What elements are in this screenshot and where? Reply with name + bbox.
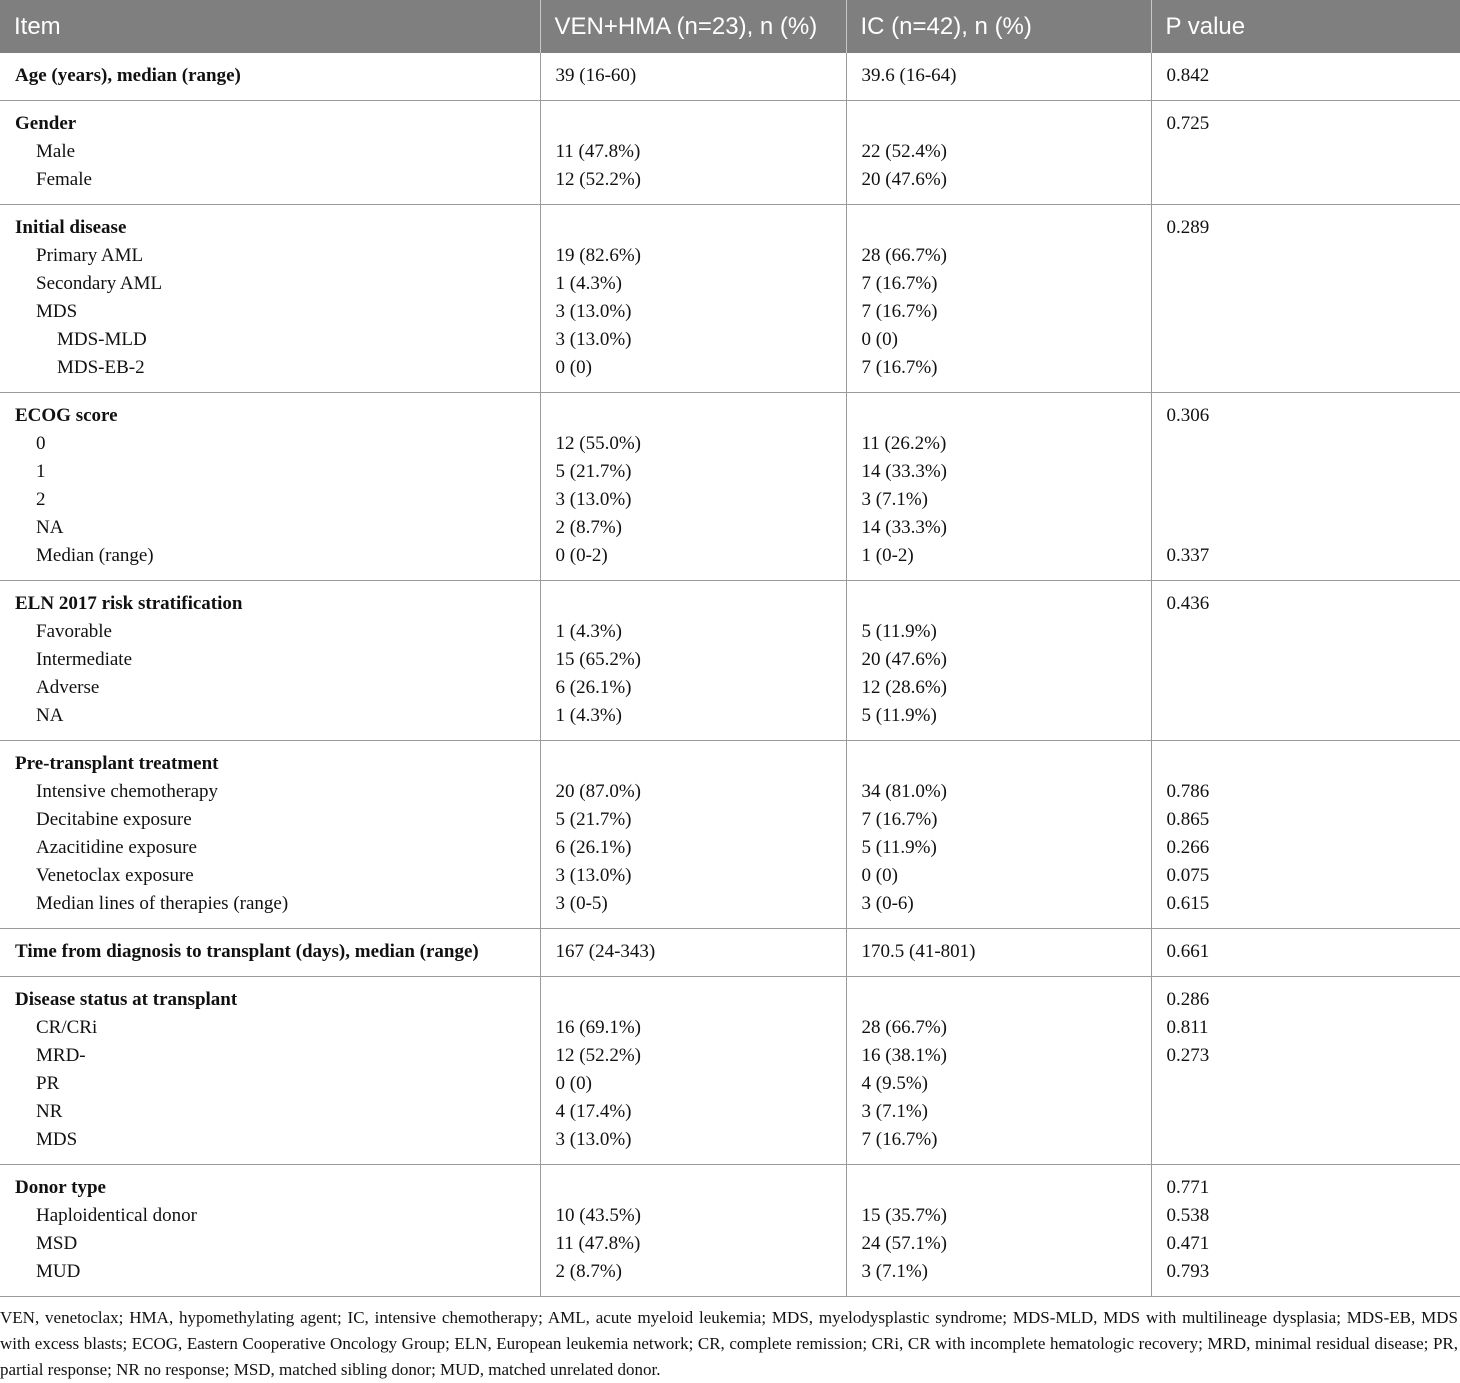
ic-value — [862, 110, 1151, 138]
ven-hma-value: 11 (47.8%) — [555, 141, 641, 162]
row-label: 1 — [36, 461, 46, 482]
table-cell — [0, 101, 540, 205]
ven-hma-value: 16 (69.1%) — [555, 1017, 641, 1038]
table-cell — [846, 741, 1151, 929]
group-title: Disease status at transplant — [15, 989, 238, 1010]
ven-hma-value: 0 (0) — [555, 1073, 592, 1094]
table-row-group — [0, 393, 1460, 581]
ic-value: 0 (0) — [861, 329, 898, 350]
p-value: 0.865 — [1166, 809, 1210, 830]
ic-value: 22 (52.4%) — [861, 141, 947, 162]
ven-hma-value — [556, 750, 846, 778]
group-title: Gender — [15, 113, 77, 134]
ven-hma-value: 12 (55.0%) — [555, 433, 641, 454]
p-value: 0.615 — [1166, 893, 1210, 914]
table-cell — [0, 53, 540, 101]
ic-value: 5 (11.9%) — [861, 837, 937, 858]
table-cell — [0, 205, 540, 393]
table-cell — [540, 205, 846, 393]
group-title: Age (years), median (range) — [15, 65, 241, 86]
row-label: Intensive chemotherapy — [36, 781, 219, 802]
row-label: Adverse — [36, 677, 100, 698]
row-label: Intermediate — [36, 649, 133, 670]
ic-value: 3 (7.1%) — [861, 1101, 928, 1122]
row-label: CR/CRi — [36, 1017, 98, 1038]
ic-value: 34 (81.0%) — [861, 781, 947, 802]
row-label: Male — [36, 141, 76, 162]
ic-value: 170.5 (41-801) — [861, 941, 976, 962]
table-cell — [0, 741, 540, 929]
ven-hma-value — [556, 986, 846, 1014]
ic-value: 5 (11.9%) — [861, 705, 937, 726]
row-label: Decitabine exposure — [36, 809, 192, 830]
ic-value: 28 (66.7%) — [861, 245, 947, 266]
ven-hma-value: 167 (24-343) — [555, 941, 656, 962]
ven-hma-value: 10 (43.5%) — [555, 1205, 641, 1226]
ic-value: 7 (16.7%) — [861, 357, 938, 378]
row-label: Secondary AML — [36, 273, 163, 294]
ven-hma-value: 5 (21.7%) — [555, 461, 632, 482]
group-title: ELN 2017 risk stratification — [15, 593, 243, 614]
table-cell — [846, 977, 1151, 1165]
p-value: 0.436 — [1166, 593, 1210, 614]
ic-value: 3 (7.1%) — [861, 489, 928, 510]
table-cell — [540, 741, 846, 929]
row-label: NA — [36, 517, 64, 538]
row-label: MSD — [36, 1233, 78, 1254]
table-cell — [0, 393, 540, 581]
row-label: Haploidentical donor — [36, 1205, 197, 1226]
ven-hma-value: 12 (52.2%) — [555, 169, 641, 190]
table-cell — [1151, 1165, 1460, 1297]
ven-hma-value: 11 (47.8%) — [555, 1233, 641, 1254]
p-value: 0.266 — [1166, 837, 1210, 858]
table-cell — [846, 53, 1151, 101]
table-cell — [540, 1165, 846, 1297]
table-row-group — [0, 581, 1460, 741]
p-value: 0.075 — [1166, 865, 1210, 886]
p-value: 0.842 — [1166, 65, 1210, 86]
ic-value: 20 (47.6%) — [861, 649, 947, 670]
ven-hma-value: 4 (17.4%) — [555, 1101, 632, 1122]
table-row-group — [0, 741, 1460, 929]
p-value: 0.661 — [1166, 941, 1210, 962]
table-cell — [1151, 393, 1460, 581]
p-value: 0.725 — [1166, 113, 1210, 134]
ven-hma-value: 0 (0) — [555, 357, 592, 378]
table-cell — [1151, 205, 1460, 393]
table-cell — [846, 101, 1151, 205]
row-label: MDS — [36, 301, 78, 322]
ic-value: 0 (0) — [861, 865, 898, 886]
table-cell — [0, 1165, 540, 1297]
header-item: Item — [0, 0, 540, 53]
ven-hma-value: 19 (82.6%) — [555, 245, 641, 266]
ven-hma-value: 3 (13.0%) — [555, 301, 632, 322]
row-label: Primary AML — [36, 245, 144, 266]
table-cell — [540, 53, 846, 101]
table-row-group — [0, 101, 1460, 205]
p-value: 0.471 — [1166, 1233, 1210, 1254]
table-cell — [1151, 101, 1460, 205]
ven-hma-value: 3 (0-5) — [555, 893, 608, 914]
group-title: Initial disease — [15, 217, 127, 238]
ven-hma-value: 6 (26.1%) — [555, 837, 632, 858]
ic-value: 20 (47.6%) — [861, 169, 947, 190]
table-row-group — [0, 977, 1460, 1165]
ven-hma-value — [556, 214, 846, 242]
ic-value: 3 (7.1%) — [861, 1261, 928, 1282]
row-label: 0 — [36, 433, 46, 454]
header-row — [0, 0, 1460, 53]
row-label: Favorable — [36, 621, 112, 642]
p-value — [1167, 702, 1460, 730]
row-label: MUD — [36, 1261, 81, 1282]
ic-value — [862, 402, 1151, 430]
ic-value: 14 (33.3%) — [861, 517, 947, 538]
table-body — [0, 53, 1460, 1297]
p-value — [1167, 270, 1460, 298]
table-cell — [540, 977, 846, 1165]
ic-value: 14 (33.3%) — [861, 461, 947, 482]
p-value — [1167, 514, 1460, 542]
p-value — [1167, 298, 1460, 326]
p-value: 0.771 — [1166, 1177, 1210, 1198]
p-value — [1167, 354, 1460, 382]
ven-hma-value: 3 (13.0%) — [555, 1129, 632, 1150]
ic-value: 3 (0-6) — [861, 893, 914, 914]
table-cell — [1151, 929, 1460, 977]
row-label: MDS-EB-2 — [57, 357, 145, 378]
table-cell — [1151, 53, 1460, 101]
p-value: 0.811 — [1166, 1017, 1209, 1038]
p-value: 0.286 — [1166, 989, 1210, 1010]
table-cell — [0, 929, 540, 977]
table-cell — [0, 977, 540, 1165]
ven-hma-value: 1 (4.3%) — [555, 705, 622, 726]
p-value — [1167, 138, 1460, 166]
ven-hma-value: 3 (13.0%) — [555, 329, 632, 350]
ic-value — [862, 750, 1151, 778]
p-value — [1167, 618, 1460, 646]
ven-hma-value: 39 (16-60) — [555, 65, 637, 86]
ic-value: 24 (57.1%) — [861, 1233, 947, 1254]
ven-hma-value: 3 (13.0%) — [555, 489, 632, 510]
ic-value: 11 (26.2%) — [861, 433, 947, 454]
table-cell — [540, 581, 846, 741]
table-cell — [1151, 581, 1460, 741]
table-row-group — [0, 205, 1460, 393]
table-cell — [540, 929, 846, 977]
ic-value: 7 (16.7%) — [861, 1129, 938, 1150]
table-cell — [540, 393, 846, 581]
p-value: 0.273 — [1166, 1045, 1210, 1066]
table-cell — [846, 1165, 1151, 1297]
p-value — [1167, 486, 1460, 514]
row-label: Female — [36, 169, 92, 190]
group-title: Pre-transplant treatment — [15, 753, 219, 774]
ven-hma-value: 0 (0-2) — [555, 545, 608, 566]
p-value — [1167, 242, 1460, 270]
ven-hma-value: 15 (65.2%) — [555, 649, 641, 670]
ven-hma-value — [556, 110, 846, 138]
table-footnote: VEN, venetoclax; HMA, hypomethylating agent; IC, intensive chemotherapy; AML, acute myeloid leukemia; MDS, myelodysplastic syndrome; MDS-MLD, MDS with multilineage dysplasia; MDS-EB, MDS with excess blasts; ECOG, Eastern Cooperative Oncology Group; ELN, European leukemia network; CR, complete remission; CRi, CR with incomplete hematologic recovery; MRD, minimal residual disease; PR, partial response; NR no response; MSD, matched sibling donor; MUD, matched unrelated donor. — [0, 1308, 1458, 1379]
ic-value: 7 (16.7%) — [861, 301, 938, 322]
ic-value: 4 (9.5%) — [861, 1073, 928, 1094]
table-cell — [846, 581, 1151, 741]
ven-hma-value: 3 (13.0%) — [555, 865, 632, 886]
table-row-group — [0, 53, 1460, 101]
p-value — [1167, 674, 1460, 702]
table-cell — [540, 101, 846, 205]
ic-value: 16 (38.1%) — [861, 1045, 947, 1066]
table-cell — [0, 581, 540, 741]
p-value: 0.337 — [1166, 545, 1210, 566]
p-value — [1167, 750, 1460, 778]
table-cell — [1151, 741, 1460, 929]
table-cell — [846, 205, 1151, 393]
ic-value: 15 (35.7%) — [861, 1205, 947, 1226]
p-value — [1167, 1070, 1460, 1098]
group-title: ECOG score — [15, 405, 118, 426]
row-label: NA — [36, 705, 64, 726]
row-label: Median (range) — [36, 545, 154, 566]
p-value — [1167, 166, 1460, 194]
group-title: Time from diagnosis to transplant (days), median (range) — [15, 941, 479, 962]
table-cell — [846, 393, 1151, 581]
table-row-group — [0, 1165, 1460, 1297]
row-label: NR — [36, 1101, 63, 1122]
ic-value: 5 (11.9%) — [861, 621, 937, 642]
row-label: PR — [36, 1073, 60, 1094]
header-p-value: P value — [1151, 0, 1460, 53]
ven-hma-value: 1 (4.3%) — [555, 621, 622, 642]
p-value — [1167, 458, 1460, 486]
p-value — [1167, 646, 1460, 674]
ven-hma-value — [556, 402, 846, 430]
p-value: 0.538 — [1166, 1205, 1210, 1226]
row-label: MDS-MLD — [57, 329, 147, 350]
ic-value: 7 (16.7%) — [861, 809, 938, 830]
ven-hma-value: 2 (8.7%) — [555, 1261, 622, 1282]
ic-value: 39.6 (16-64) — [861, 65, 957, 86]
ic-value — [862, 1174, 1151, 1202]
table-cell — [1151, 977, 1460, 1165]
ic-value: 12 (28.6%) — [861, 677, 947, 698]
ic-value: 7 (16.7%) — [861, 273, 938, 294]
row-label: Azacitidine exposure — [36, 837, 197, 858]
p-value: 0.786 — [1166, 781, 1210, 802]
row-label: MDS — [36, 1129, 78, 1150]
row-label: Median lines of therapies (range) — [36, 893, 289, 914]
ven-hma-value: 20 (87.0%) — [555, 781, 641, 802]
row-label: Venetoclax exposure — [36, 865, 194, 886]
ic-value — [862, 590, 1151, 618]
header-ic: IC (n=42), n (%) — [846, 0, 1151, 53]
ic-value — [862, 986, 1151, 1014]
p-value — [1167, 326, 1460, 354]
ven-hma-value: 2 (8.7%) — [555, 517, 622, 538]
table-row-group — [0, 929, 1460, 977]
p-value — [1167, 1126, 1460, 1154]
ven-hma-value: 6 (26.1%) — [555, 677, 632, 698]
ic-value — [862, 214, 1151, 242]
table-header — [0, 0, 1460, 53]
p-value — [1167, 1098, 1460, 1126]
header-ven-hma: VEN+HMA (n=23), n (%) — [540, 0, 846, 53]
ven-hma-value: 5 (21.7%) — [555, 809, 632, 830]
ven-hma-value — [556, 1174, 846, 1202]
p-value: 0.306 — [1166, 405, 1210, 426]
ven-hma-value: 1 (4.3%) — [555, 273, 622, 294]
p-value — [1167, 430, 1460, 458]
p-value: 0.793 — [1166, 1261, 1210, 1282]
row-label: MRD- — [36, 1045, 86, 1066]
group-title: Donor type — [15, 1177, 106, 1198]
table-cell — [846, 929, 1151, 977]
ven-hma-value — [556, 590, 846, 618]
ic-value: 1 (0-2) — [861, 545, 914, 566]
ven-hma-value: 12 (52.2%) — [555, 1045, 641, 1066]
p-value: 0.289 — [1166, 217, 1210, 238]
row-label: 2 — [36, 489, 46, 510]
ic-value: 28 (66.7%) — [861, 1017, 947, 1038]
